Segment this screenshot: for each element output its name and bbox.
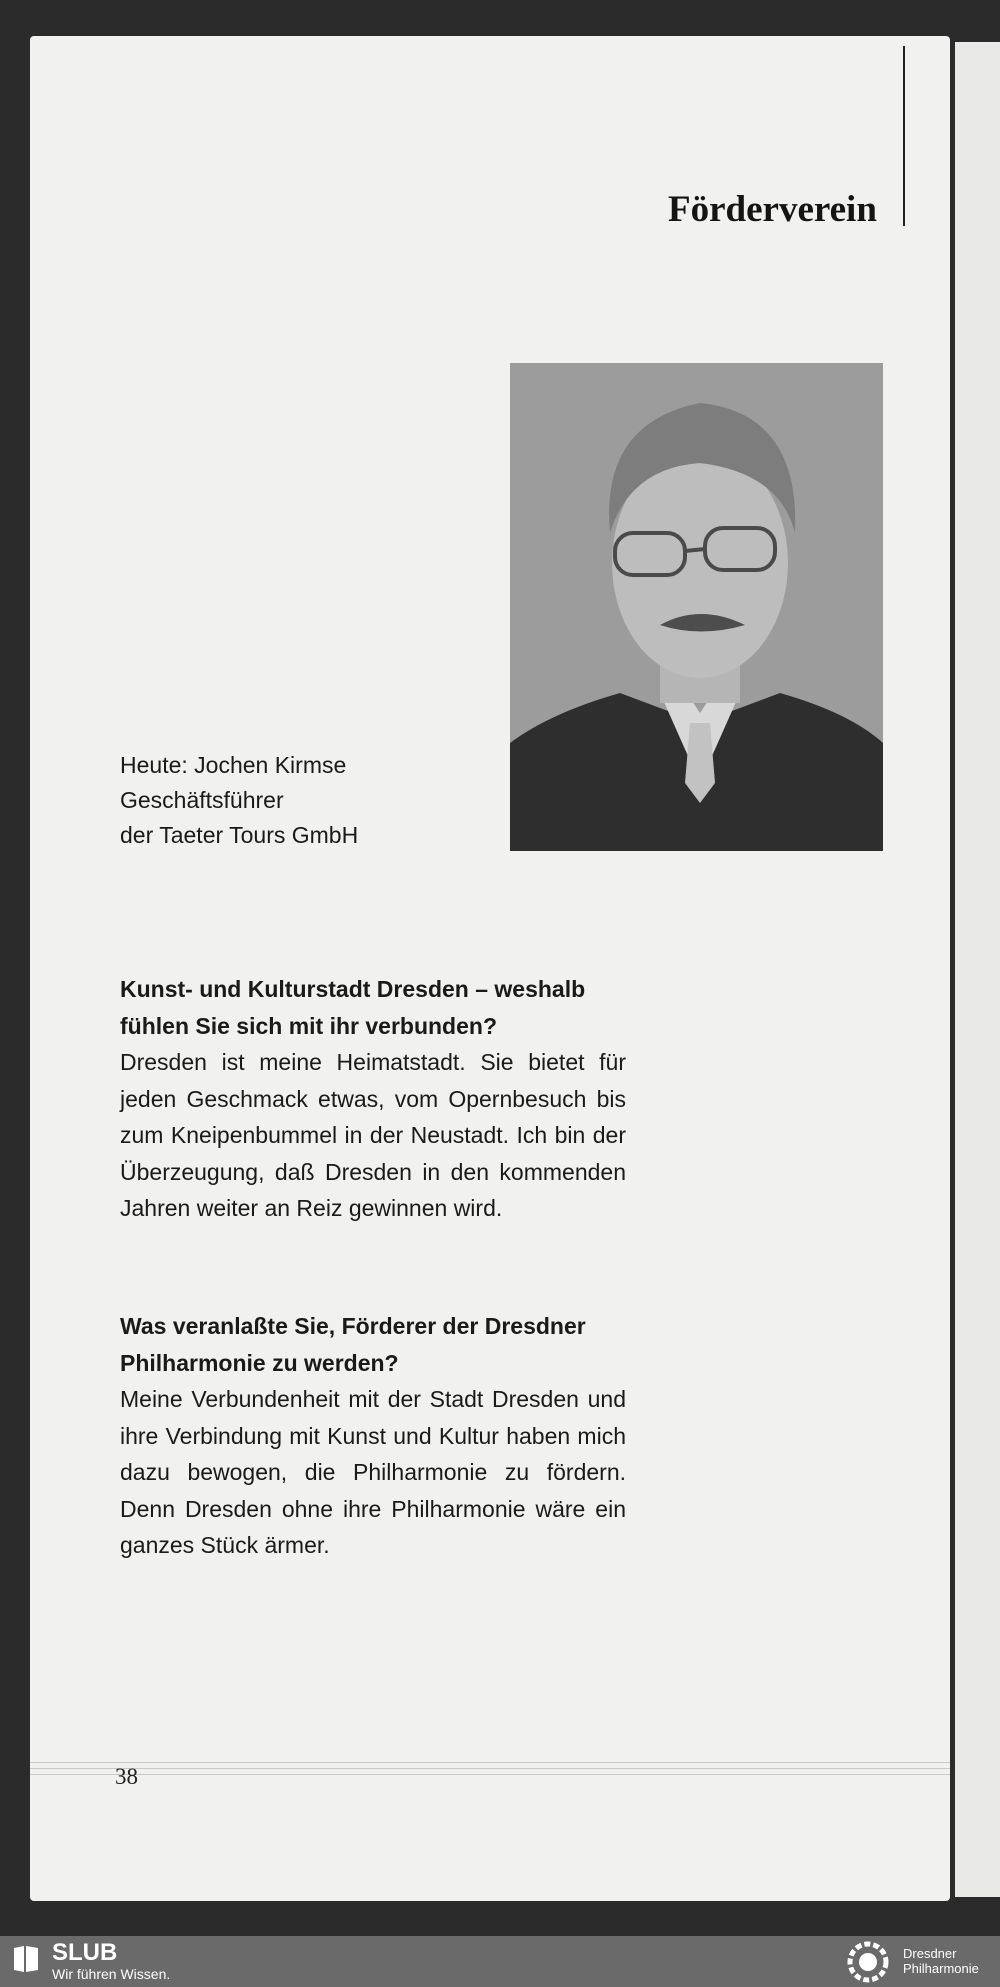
photo-caption xyxy=(120,748,358,853)
partner-line-1: Dresdner xyxy=(903,1946,957,1961)
document-page xyxy=(30,36,950,1901)
page-number: 38 xyxy=(115,1764,138,1789)
bottom-rule-3 xyxy=(30,1774,950,1775)
book-icon xyxy=(12,1944,40,1974)
caption-line-name: Heute: Jochen Kirmse xyxy=(120,752,347,778)
library-tagline: Wir führen Wissen. xyxy=(52,1966,171,1982)
caption-line-company: der Taeter Tours GmbH xyxy=(120,822,359,848)
partner-name xyxy=(903,1946,979,1976)
portrait-illustration xyxy=(510,363,883,851)
interview-answer-1: Dresden ist meine Heimatstadt. Sie bietet für jeden Geschmack etwas, vom Opernbesuch bis zum Kneipenbummel in der Neustadt. Ich bin der Überzeugung, daß Dresden in den kommenden Jahren weiter an Reiz gewinnen wird. xyxy=(120,1049,626,1221)
next-page-edge xyxy=(955,42,1000,1897)
partner-line-2: Philharmonie xyxy=(903,1961,979,1976)
interview-question-2: Was veranlaßte Sie, Förderer der Dresdner Philharmonie zu werden? xyxy=(120,1313,586,1376)
title-rule xyxy=(903,46,905,226)
bottom-rule-1 xyxy=(30,1762,950,1763)
philharmonie-logo-icon xyxy=(842,1938,894,1986)
portrait-photo xyxy=(510,363,883,851)
footer-bar xyxy=(0,1936,1000,1987)
interview-question-1: Kunst- und Kulturstadt Dresden – weshalb fühlen Sie sich mit ihr verbunden? xyxy=(120,976,586,1039)
library-name: SLUB xyxy=(52,1939,118,1966)
section-title: Förderverein xyxy=(668,189,877,230)
interview-block-1 xyxy=(120,971,626,1227)
bottom-rule-2 xyxy=(30,1768,950,1769)
interview-block-2 xyxy=(120,1308,626,1564)
caption-line-role: Geschäftsführer xyxy=(120,787,284,813)
interview-answer-2: Meine Verbundenheit mit der Stadt Dresden und ihre Verbindung mit Kunst und Kultur haben mich dazu bewogen, die Philharmonie zu fördern. Denn Dresden ohne ihre Philharmonie wäre ein ganzes Stück ärmer. xyxy=(120,1386,626,1558)
